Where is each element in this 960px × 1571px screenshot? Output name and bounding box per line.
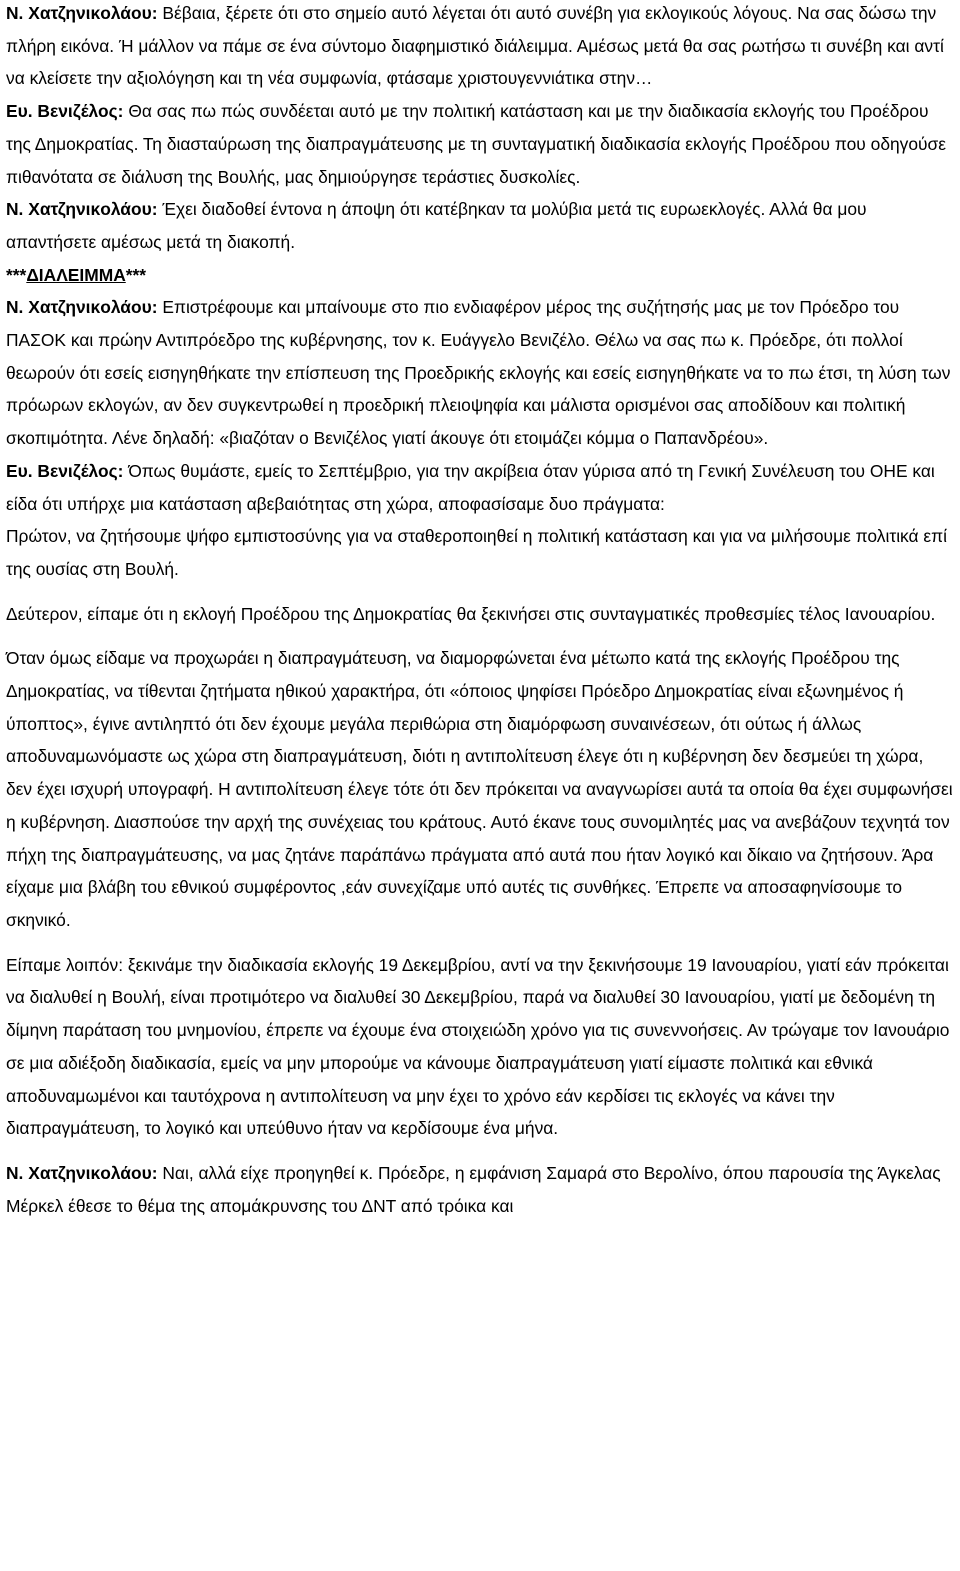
- break-prefix: ***: [6, 264, 27, 285]
- paragraph-text: Βέβαια, ξέρετε ότι στο σημείο αυτό λέγεται ότι αυτό συνέβη για εκλογικούς λόγους. Να σας δώσω την πλήρη εικόνα. Ή μάλλον να πάμε σε ένα σύντομο διαφημιστικό διάλειμμα. Αμέσως μετά θα σας ρωτήσω τι συνέβη και αντί να κλείσετε την αξιολόγηση και τη νέα συμφωνία, φτάσαμε χριστουγεννιάτικα στην…: [6, 3, 944, 89]
- paragraph-text: Όταν όμως είδαμε να προχωράει η διαπραγμάτευση, να διαμορφώνεται ένα μέτωπο κατά της εκλογής Προέδρου της Δημοκρατίας, να τίθενται ζητήματα ηθικού χαρακτήρα, ότι «όποιος ψηφίσει Πρόεδρο Δημοκρατίας είναι εξωνημένος ή ύποπτος», έγινε αντιληπτό ότι δεν έχουμε μεγάλα περιθώρια στη διαμόρφωση συναινέσεων, ότι ούτως ή άλλως αποδυναμωνόμαστε ως χώρα στη διαπραγμάτευση, διότι η αντιπολίτευση έλεγε ότι η κυβέρνηση δεν δεσμεύει τη χώρα, δεν έχει ισχυρή υπογραφή. Η αντιπολίτευση έλεγε τότε ότι δεν πρόκειται να αναγνωρίσει αυτά τα οποία θα έχει συμφωνήσει η κυβέρνηση. Διασπούσε την αρχή της συνέχειας του κράτους. Αυτό έκανε τους συνομιλητές μας να ανεβάζουν τεχνητά τον πήχη της διαπραγμάτευσης, να μας ζητάνε παράπάνω πράγματα από αυτά που ήταν λογικό και δίκαιο να ζητήσουν. Άρα είχαμε μια βλάβη του εθνικού συμφέροντος ,εάν συνεχίζαμε υπό αυτές τις συνθήκες. Έπρεπε να αποσαφηνίσουμε το σκηνικό.: [6, 648, 953, 930]
- paragraph-3: [6, 193, 954, 258]
- speaker-label: Ν. Χατζηνικoλάου:: [6, 297, 158, 318]
- paragraph-8: [6, 598, 954, 631]
- paragraph-5: [6, 291, 954, 455]
- paragraph-text: Έχει διαδοθεί έντονα η άποψη ότι κατέβηκαν τα μολύβια μετά τις ευρωεκλογές. Αλλά θα μου απαντήσετε αμέσως μετά τη διακοπή.: [6, 199, 867, 252]
- speaker-label: Ν. Χατζηνικoλάου:: [6, 199, 158, 220]
- speaker-label: Ευ. Βενιζέλος:: [6, 460, 124, 481]
- paragraph-7: [6, 520, 954, 585]
- paragraph-text: Όπως θυμάστε, εμείς το Σεπτέμβριο, για την ακρίβεια όταν γύρισα από τη Γενική Συνέλευση του ΟΗΕ και είδα ότι υπήρχε μια κατάσταση αβεβαιότητας στη χώρα, αποφασίσαμε δυο πράγματα:: [6, 460, 935, 514]
- break-word: ΔΙΑΛΕΙΜΜΑ: [26, 264, 126, 285]
- paragraph-2: [6, 95, 954, 193]
- paragraph-text: Επιστρέφουμε και μπαίνουμε στο πιο ενδιαφέρον μέρος της συζήτησής μας με τον Πρόεδρο του ΠΑΣΟΚ και πρώην Αντιπρόεδρο της κυβέρνησης, τον κ. Ευάγγελο Βενιζέλο. Θέλω να σας πω κ. Πρόεδρε, ότι πολλοί θεωρούν ότι εσείς εισηγηθήκατε την επίσπευση της Προεδρικής εκλογής και εσείς εισηγηθήκατε να το πω έτσι, τη λύση των πρόωρων εκλογών, αν δεν συγκεντρωθεί η προεδρική πλειοψηφία και μάλιστα ορισμένοι σας αποδίδουν και πολιτική σκοπιμότητα. Λένε δηλαδή: «βιαζόταν ο Βενιζέλος γιατί άκουγε ότι ετοιμάζει κόμμα ο Παπανδρέου».: [6, 297, 951, 449]
- break-heading: [6, 259, 954, 292]
- paragraph-11: [6, 1157, 954, 1222]
- speaker-label: Ν. Χατζηνικoλάου:: [6, 3, 158, 23]
- paragraph-text: Είπαμε λοιπόν: ξεκινάμε την διαδικασία εκλογής 19 Δεκεμβρίου, αντί να την ξεκινήσουμε 19 Ιανουαρίου, γιατί εάν πρόκειται να διαλυθεί η Βουλή, είναι προτιμότερο να διαλυθεί 30 Δεκεμβρίου, παρά να διαλυθεί 30 Ιανουαρίου, γιατί με δεδομένη τη δίμηνη παράταση του μνημονίου, έπρεπε να έχουμε ένα στοιχειώδη χρόνο για τις συνεννοήσεις. Αν τρώγαμε τον Ιανουάριο σε μια αδιέξοδη διαδικασία, εμείς να μην μπορούμε να κάνουμε διαπραγμάτευση γιατί είμαστε πολιτικά και εθνικά αποδυναμωμένοι και ταυτόχρονα η αντιπολίτευση να μην έχει το χρόνο εάν κερδίσει τις εκλογές να κάνει την διαπραγμάτευση, το λογικό και υπεύθυνο ήταν να κερδίσουμε ένα μήνα.: [6, 954, 950, 1139]
- paragraph-10: [6, 949, 954, 1145]
- paragraph-6: [6, 455, 954, 520]
- paragraph-text: Ναι, αλλά είχε προηγηθεί κ. Πρόεδρε, η εμφάνιση Σαμαρά στο Βερολίνο, όπου παρουσία της Άγκελας Μέρκελ έθεσε το θέμα της απομάκρυνσης του ΔΝΤ από τρόικα και: [6, 1162, 941, 1216]
- paragraph-1: [6, 0, 954, 95]
- paragraph-text: Δεύτερον, είπαμε ότι η εκλογή Προέδρου της Δημοκρατίας θα ξεκινήσει στις συνταγματικές προθεσμίες τέλος Ιανουαρίου.: [6, 603, 936, 624]
- speaker-label: Ευ. Βενιζέλος:: [6, 101, 124, 122]
- speaker-label: Ν. Χατζηνικoλάου:: [6, 1162, 158, 1183]
- break-suffix: ***: [125, 264, 147, 285]
- paragraph-text: Πρώτον, να ζητήσουμε ψήφο εμπιστοσύνης για να σταθεροποιηθεί η πολιτική κατάσταση και για να μιλήσουμε πολιτικά επί της ουσίας στη Βουλή.: [6, 526, 948, 579]
- paragraph-text: Θα σας πω πώς συνδέεται αυτό με την πολιτική κατάσταση και με την διαδικασία εκλογής του Προέδρου της Δημοκρατίας. Τη διασταύρωση της διαπραγμάτευσης με τη συνταγματική διαδικασία εκλογής Προέδρου που οδηγούσε πιθανότατα σε διάλυση της Βουλής, μας δημιούργησε τεράστιες δυσκολίες.: [6, 101, 947, 187]
- paragraph-9: [6, 642, 954, 936]
